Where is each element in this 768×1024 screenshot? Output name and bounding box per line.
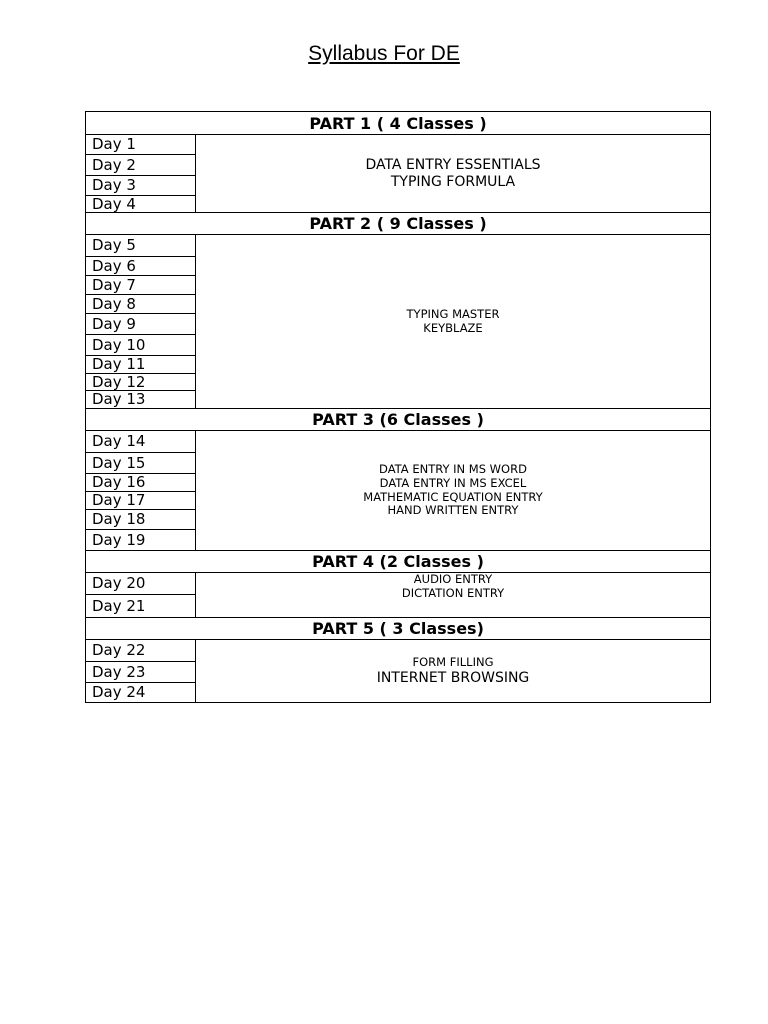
part-2-header: PART 2 ( 9 Classes ): [86, 212, 710, 234]
part-2-topics: [196, 235, 710, 408]
day-column: [86, 135, 196, 212]
topic-label: TYPING MASTER: [406, 306, 500, 321]
day-cell: Day 20: [92, 574, 146, 592]
day-cell: Day 18: [86, 509, 195, 529]
day-cell: Day 16: [86, 473, 195, 491]
day-cell: Day 7: [86, 275, 195, 294]
day-cell: Day 11: [86, 355, 195, 373]
topic-label: DATA ENTRY ESSENTIALS: [365, 156, 541, 173]
topic-label: KEYBLAZE: [423, 320, 483, 335]
day-cell: Day 14: [92, 432, 146, 450]
topic-label: DICTATION ENTRY: [401, 585, 505, 600]
day-cell: Day 19: [86, 529, 195, 550]
day-column: [86, 235, 196, 408]
day-cell: Day 15: [86, 452, 195, 473]
part-3-header: PART 3 (6 Classes ): [86, 408, 710, 430]
day-cell: Day 3: [86, 175, 195, 195]
topic-label: MATHEMATIC EQUATION ENTRY: [363, 489, 543, 504]
day-cell: Day 9: [86, 313, 195, 334]
day-cell: Day 5: [92, 236, 136, 254]
part-3-body: [86, 430, 710, 550]
day-cell: Day 13: [86, 390, 195, 408]
topic-label: DATA ENTRY IN MS EXCEL: [379, 475, 527, 490]
part-4-body: [86, 572, 710, 617]
day-cell: Day 23: [86, 661, 195, 682]
day-column: [86, 640, 196, 702]
day-column: [86, 431, 196, 550]
topic-label: TYPING FORMULA: [390, 173, 516, 190]
part-5-topics: [196, 640, 710, 702]
part-1-topics: [196, 135, 710, 212]
day-cell: Day 2: [86, 154, 195, 175]
topic-label: HAND WRITTEN ENTRY: [387, 503, 519, 518]
day-cell: Day 10: [86, 334, 195, 355]
day-cell: Day 4: [86, 195, 195, 212]
part-5-body: [86, 639, 710, 702]
topic-label: INTERNET BROWSING: [376, 669, 530, 686]
day-cell: Day 21: [86, 594, 195, 617]
day-cell: Day 6: [86, 256, 195, 275]
part-2-body: [86, 234, 710, 408]
part-1-header: PART 1 ( 4 Classes ): [309, 113, 487, 133]
part-5-header: PART 5 ( 3 Classes): [86, 617, 710, 639]
part-4-topics: [196, 573, 710, 617]
syllabus-table: [85, 111, 711, 703]
part-4-header: PART 4 (2 Classes ): [86, 550, 710, 572]
topic-label: FORM FILLING: [412, 654, 494, 669]
part-1-body: [86, 134, 710, 212]
day-cell: Day 22: [92, 641, 146, 659]
topic-label: AUDIO ENTRY: [413, 572, 493, 586]
topic-label: DATA ENTRY IN MS WORD: [379, 461, 527, 476]
day-cell: Day 1: [92, 135, 136, 153]
day-cell: Day 8: [86, 294, 195, 313]
page-title: Syllabus For DE: [308, 42, 460, 65]
day-cell: Day 24: [86, 682, 195, 702]
part-3-topics: [196, 431, 710, 550]
day-cell: Day 17: [86, 491, 195, 509]
day-column: [86, 573, 196, 617]
day-cell: Day 12: [86, 373, 195, 390]
